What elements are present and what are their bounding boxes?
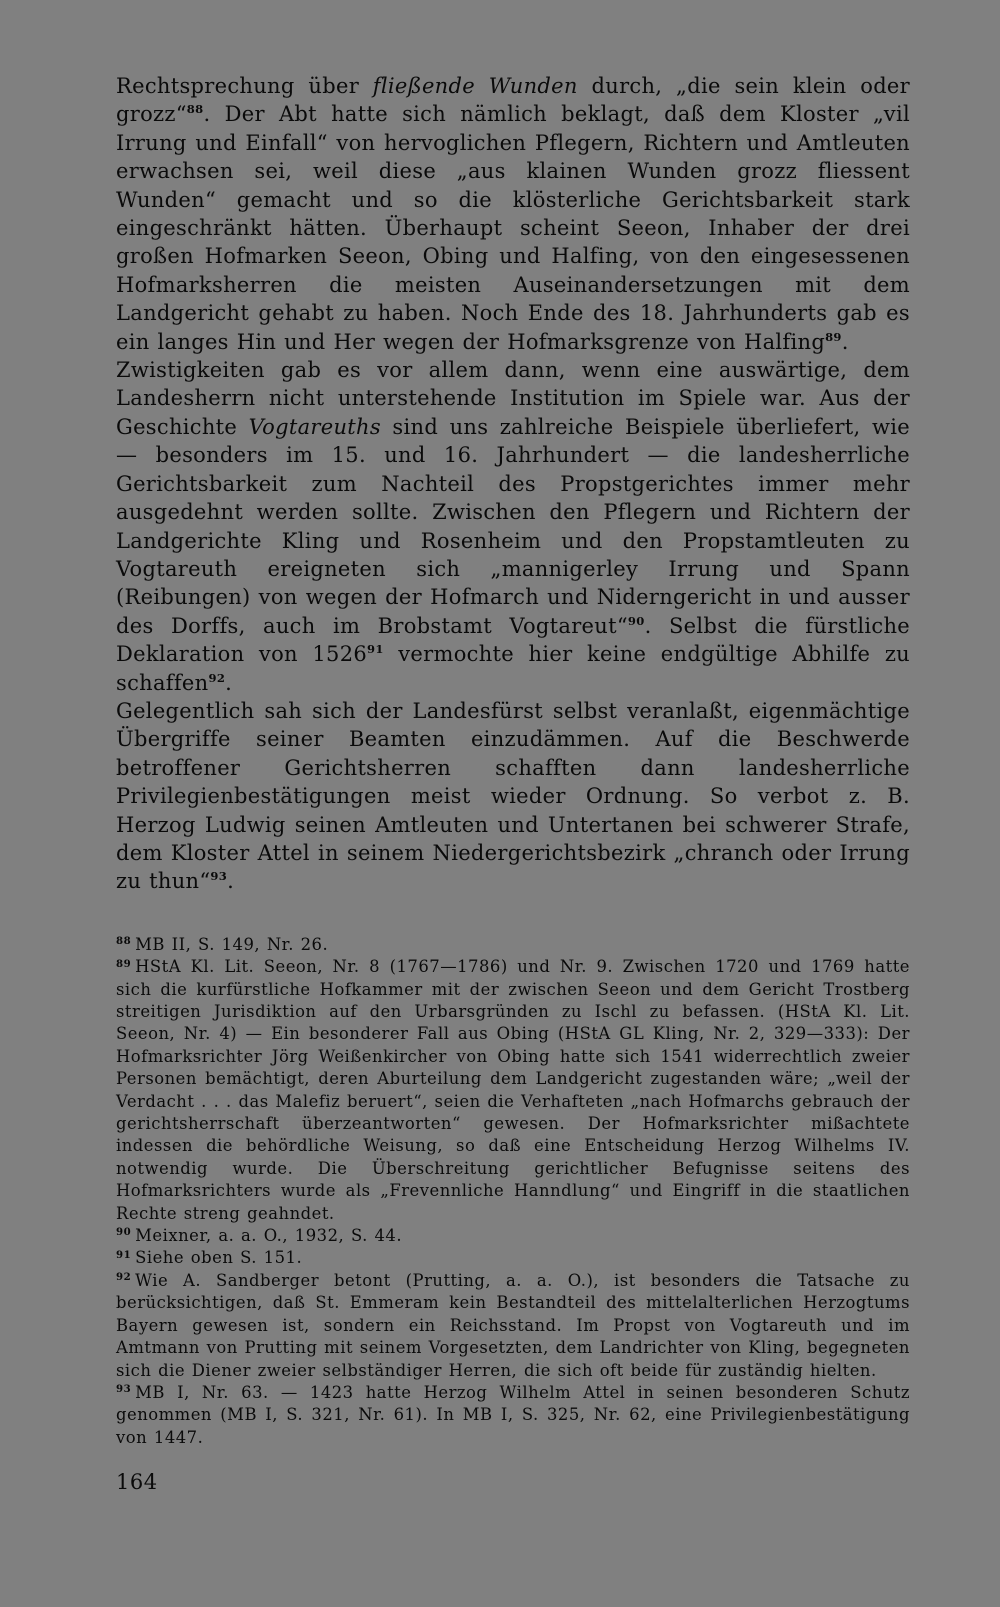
paragraph-2 <box>116 356 910 697</box>
footnotes <box>116 934 910 1449</box>
footnote <box>116 956 910 1225</box>
text-run: vermochte hier keine endgültige Abhilfe zu schaffen <box>116 642 911 695</box>
footnote-number: 89 <box>116 957 132 970</box>
footnote-number: 92 <box>116 1271 132 1284</box>
footnote-text: MB II, S. 149, Nr. 26. <box>135 934 329 954</box>
text-run: Zwistigkeiten gab es vor allem dann, wenn eine auswärtige, dem Landesherrn nicht unterstehende Institution im Spiele war. Aus der Geschichte <box>116 358 910 439</box>
footnote-number: 90 <box>116 1226 132 1239</box>
footnote-number: 93 <box>116 1383 132 1396</box>
paragraph-1 <box>116 72 910 356</box>
footnote-ref: 91 <box>367 642 384 657</box>
footnote-number: 88 <box>116 935 132 948</box>
text-run: . <box>227 869 235 894</box>
footnote-ref: 89 <box>825 329 842 344</box>
page-content <box>116 72 910 1449</box>
footnote <box>116 934 910 956</box>
footnote-text: Meixner, a. a. O., 1932, S. 44. <box>135 1226 403 1246</box>
footnote-ref: 92 <box>208 670 226 685</box>
paragraph-3 <box>116 697 910 896</box>
footnote-text: Wie A. Sandberger betont (Prutting, a. a. O.), ist besonders die Tatsache zu berücksichtigen, daß St. Emmeram kein Bestandteil des mittelalterlichen Herzogtums Bayern gewesen ist, sondern ein Reichsstand. Im Propst von Vogtareuth und im Amtmann von Prutting mit seinem Vorgesetzten, dem Landrichter von Kling, begegneten sich die Diener zweier selbständiger Herren, die sich oft beide für zuständig hielten. <box>116 1270 910 1380</box>
main-text <box>116 72 910 896</box>
text-run: durch, „die sein klein oder grozz“ <box>116 74 910 127</box>
footnote-number: 91 <box>116 1248 132 1261</box>
footnote <box>116 1270 910 1382</box>
text-run: . Selbst die fürstliche Deklaration von 1526 <box>116 613 911 667</box>
text-run: Rechtsprechung über <box>116 74 373 98</box>
italic-term: fließende Wunden <box>372 74 578 98</box>
footnote <box>116 1382 910 1449</box>
footnote-ref: 88 <box>186 102 204 117</box>
italic-term: Vogtareuths <box>248 414 381 439</box>
footnote-text: Siehe oben S. 151. <box>135 1248 303 1268</box>
text-run: . <box>225 670 233 695</box>
page-number: 164 <box>116 1470 158 1494</box>
footnote-ref: 93 <box>210 869 228 884</box>
footnote-ref: 90 <box>627 613 645 628</box>
text-run: . Der Abt hatte sich nämlich beklagt, daß dem Kloster „vil Irrung und Einfall“ von hervoglichen Pflegern, Richtern und Amtleuten erwachsen sei, weil diese „aus klainen Wunden grozz fliessent Wunden“ gemacht und so die klösterliche Gerichtsbarkeit stark eingeschränkt hätten. Überhaupt scheint Seeon, Inhaber der drei großen Hofmarken Seeon, Obing und Halfing, von den eingesessenen Hofmarksherren die meisten Auseinandersetzungen mit dem Landgericht gehabt zu haben. Noch Ende des 18. Jahrhunderts gab es ein langes Hin und Her wegen der Hofmarksgrenze von Halfing <box>116 102 910 354</box>
text-run: Gelegentlich sah sich der Landesfürst selbst veranlaßt, eigenmächtige Übergriffe seiner Beamten einzudämmen. Auf die Beschwerde betroffener Gerichtsherren schafften dann landesherrliche Privilegienbestätigungen meist wieder Ordnung. So verbot z. B. Herzog Ludwig seinen Amtleuten und Untertanen bei schwerer Strafe, dem Kloster Attel in seinem Niedergerichtsbezirk „chranch oder Irrung zu thun“ <box>116 698 910 894</box>
text-run: sind uns zahlreiche Beispiele überliefert, wie — besonders im 15. und 16. Jahrhundert — die landesherrliche Gerichtsbarkeit zum Nachteil des Propstgerichtes immer mehr ausgedehnt werden sollte. Zwischen den Pflegern und Richtern der Landgerichte Kling und Rosenheim und den Propstamtleuten zu Vogtareuth ereigneten sich „mannigerley Irrung und Spann (Reibungen) von wegen der Hofmarch und Niderngericht in und ausser des Dorffs, auch im Brobstamt Vogtareut“ <box>116 414 910 638</box>
footnote-text: MB I, Nr. 63. — 1423 hatte Herzog Wilhelm Attel in seinen besonderen Schutz genommen (MB I, S. 321, Nr. 61). In MB I, S. 325, Nr. 62, eine Privilegienbestätigung von 1447. <box>116 1382 910 1447</box>
footnote-text: HStA Kl. Lit. Seeon, Nr. 8 (1767—1786) und Nr. 9. Zwischen 1720 und 1769 hatte sich die kurfürstliche Hofkammer mit der zwischen Seeon und dem Gericht Trostberg streitigen Jurisdiktion auf den Urbarsgründen zu Ischl zu befassen. (HStA Kl. Lit. Seeon, Nr. 4) — Ein besonderer Fall aus Obing (HStA GL Kling, Nr. 2, 329—333): Der Hofmarksrichter Jörg Weißenkircher von Obing hatte sich 1541 widerrechtlich zweier Personen bemächtigt, deren Aburteilung dem Landgericht zugestanden wäre; „weil der Verdacht . . . das Malefiz beruert“, seien die Verhafteten „nach Hofmarchs gebrauch der gerichtsherrschaft überzeantworten“ gewesen. Der Hofmarksrichter mißachtete indessen die behördliche Weisung, so daß eine Entscheidung Herzog Wilhelms IV. notwendig wurde. Die Überschreitung gerichtlicher Befugnisse seitens des Hofmarksrichters wurde als „Frevennliche Hanndlung“ und Eingriff in die staatlichen Rechte streng geahndet. <box>116 957 910 1223</box>
footnote <box>116 1247 910 1269</box>
footnote <box>116 1225 910 1247</box>
text-run: . <box>841 329 849 354</box>
